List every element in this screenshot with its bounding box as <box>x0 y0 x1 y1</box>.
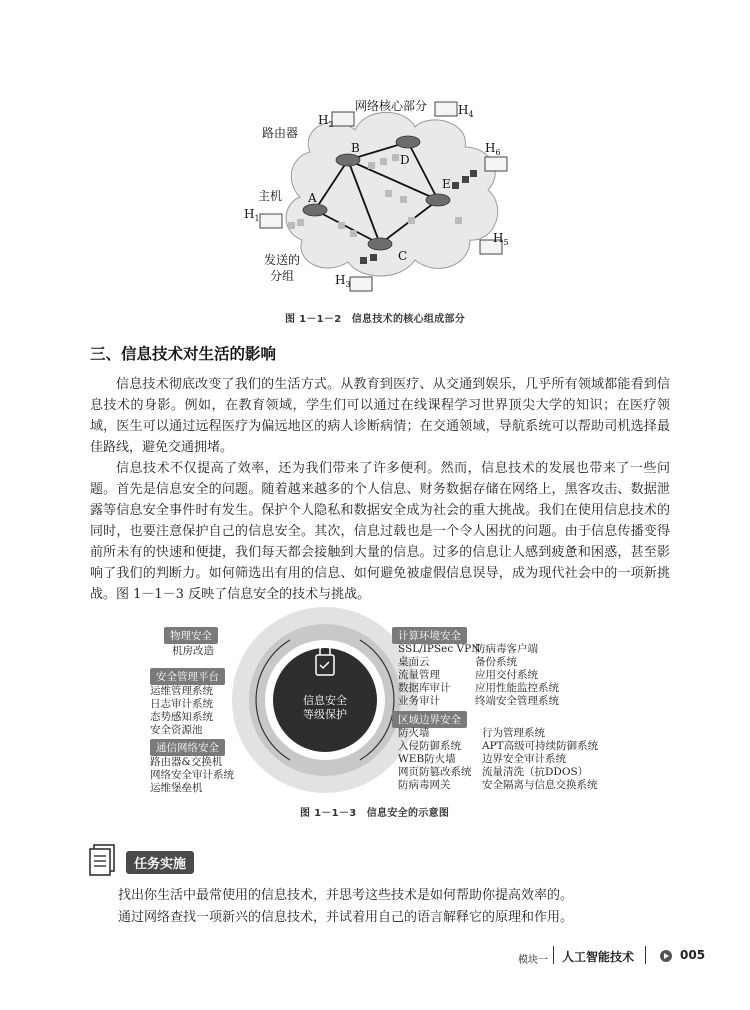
page-marker-icon <box>660 950 672 962</box>
task-document-icon <box>88 842 122 876</box>
comm-item-3: 运维堡垒机 <box>150 782 203 794</box>
task-heading: 任务实施 <box>126 851 194 874</box>
center-line-1: 信息安全 <box>303 694 347 707</box>
boundary-col1-4: 网页防篡改系统 <box>398 766 472 778</box>
label-host: 主机 <box>258 189 283 203</box>
center-line-2: 等级保护 <box>303 708 347 721</box>
mgmt-item-2: 日志审计系统 <box>150 698 213 710</box>
figure2-caption: 图 1－1－3 信息安全的示意图 <box>300 808 450 819</box>
network-core-figure <box>230 92 530 302</box>
task-line-2: 通过网络查找一项新兴的信息技术，并试着用自己的语言解释它的原理和作用。 <box>118 910 574 925</box>
node-label-c: C <box>398 249 408 263</box>
env-col2-5: 终端安全管理系统 <box>475 695 559 707</box>
host-label-h1: $H_1$ <box>244 207 260 223</box>
mgmt-item-4: 安全资源池 <box>150 724 203 736</box>
node-label-b: B <box>351 141 360 155</box>
host-label-h2: $H_2$ <box>318 113 334 129</box>
figure1-caption: 图 1－1－2 信息技术的核心组成部分 <box>285 314 466 325</box>
footer-divider <box>553 946 554 964</box>
node-label-a: A <box>308 191 317 205</box>
node-label-e: E <box>442 177 451 191</box>
env-col2-4: 应用性能监控系统 <box>475 682 559 694</box>
host-label-h5: $H_5$ <box>493 231 509 247</box>
boundary-col2-5: 安全隔离与信息交换系统 <box>482 779 598 791</box>
boundary-col1-1: 防火墙 <box>398 727 430 739</box>
env-col1-3: 流量管理 <box>398 669 440 681</box>
env-col2-1: 防病毒客户端 <box>475 643 538 655</box>
security-figure <box>150 605 610 805</box>
boundary-col2-3: 边界安全审计系统 <box>482 753 566 765</box>
section-title: 三、信息技术对生活的影响 <box>90 345 277 363</box>
tag-communication-security: 通信网络安全 <box>150 739 225 756</box>
boundary-col2-1: 行为管理系统 <box>482 727 545 739</box>
label-packet-2: 分组 <box>270 269 295 283</box>
env-col1-5: 业务审计 <box>398 695 440 707</box>
physical-item-1: 机房改造 <box>172 645 214 657</box>
tag-boundary-security: 区域边界安全 <box>392 711 467 728</box>
env-col2-3: 应用交付系统 <box>475 669 538 681</box>
env-col2-2: 备份系统 <box>475 656 517 668</box>
env-col1-2: 桌面云 <box>398 656 430 668</box>
paragraph-1: 信息技术彻底改变了我们的生活方式。从教育到医疗、从交通到娱乐，几乎所有领域都能看到信息技术的身影。例如，在教育领域，学生们可以通过在线课程学习世界顶尖大学的知识；在医疗领域，医生可以通过远程医疗为偏远地区的病人诊断病情；在交通领域，导航系统可以帮助司机选择最佳路线，避免交通拥堵。 <box>90 377 670 455</box>
task-line-1: 找出你生活中最常使用的信息技术，并思考这些技术是如何帮助你提高效率的。 <box>118 888 574 903</box>
label-router: 路由器 <box>262 126 299 140</box>
comm-item-1: 路由器&交换机 <box>150 756 223 768</box>
page-number: 005 <box>680 948 706 962</box>
boundary-col1-2: 入侵防御系统 <box>398 740 461 752</box>
boundary-col1-3: WEB防火墙 <box>398 753 456 765</box>
label-core: 网络核心部分 <box>355 99 428 113</box>
env-col1-4: 数据库审计 <box>398 682 451 694</box>
node-label-d: D <box>400 153 410 167</box>
boundary-col2-4: 流量清洗（抗DDOS） <box>482 766 589 778</box>
footer-title: 人工智能技术 <box>562 950 635 964</box>
footer-divider-2 <box>645 946 646 964</box>
tag-physical-security: 物理安全 <box>164 627 218 644</box>
boundary-col2-2: APT高级可持续防御系统 <box>482 740 599 752</box>
comm-item-2: 网络安全审计系统 <box>150 769 234 781</box>
mgmt-item-3: 态势感知系统 <box>150 711 213 723</box>
host-label-h3: $H_3$ <box>335 273 351 289</box>
label-packet-1: 发送的 <box>264 253 301 267</box>
tag-security-management: 安全管理平台 <box>150 668 225 685</box>
footer-module: 模块一 <box>518 955 548 966</box>
boundary-col1-5: 防病毒网关 <box>398 779 451 791</box>
mgmt-item-1: 运维管理系统 <box>150 685 213 697</box>
env-col1-1: SSL/IPSec VPN <box>398 643 481 655</box>
tag-computing-environment: 计算环境安全 <box>392 627 467 644</box>
host-label-h4: $H_4$ <box>458 103 474 119</box>
host-label-h6: $H_6$ <box>485 141 501 157</box>
paragraph-2: 信息技术不仅提高了效率，还为我们带来了许多便利。然而，信息技术的发展也带来了一些问题。首先是信息安全的问题。随着越来越多的个人信息、财务数据存储在网络上，黑客攻击、数据泄露等信息安全事件时有发生。保护个人隐私和数据安全成为社会的重大挑战。我们在使用信息技术的同时，也要注意保护自己的信息安全。其次，信息过载也是一个令人困扰的问题。由于信息传播变得前所未有的快速和便捷，我们每天都会接触到大量的信息。过多的信息让人感到疲惫和困惑，甚至影响了我们的判断力。如何筛选出有用的信息、如何避免被虚假信息误导，成为现代社会中的一项新挑战。图 1－1－3 反映了信息安全的技术与挑战。 <box>90 461 670 602</box>
